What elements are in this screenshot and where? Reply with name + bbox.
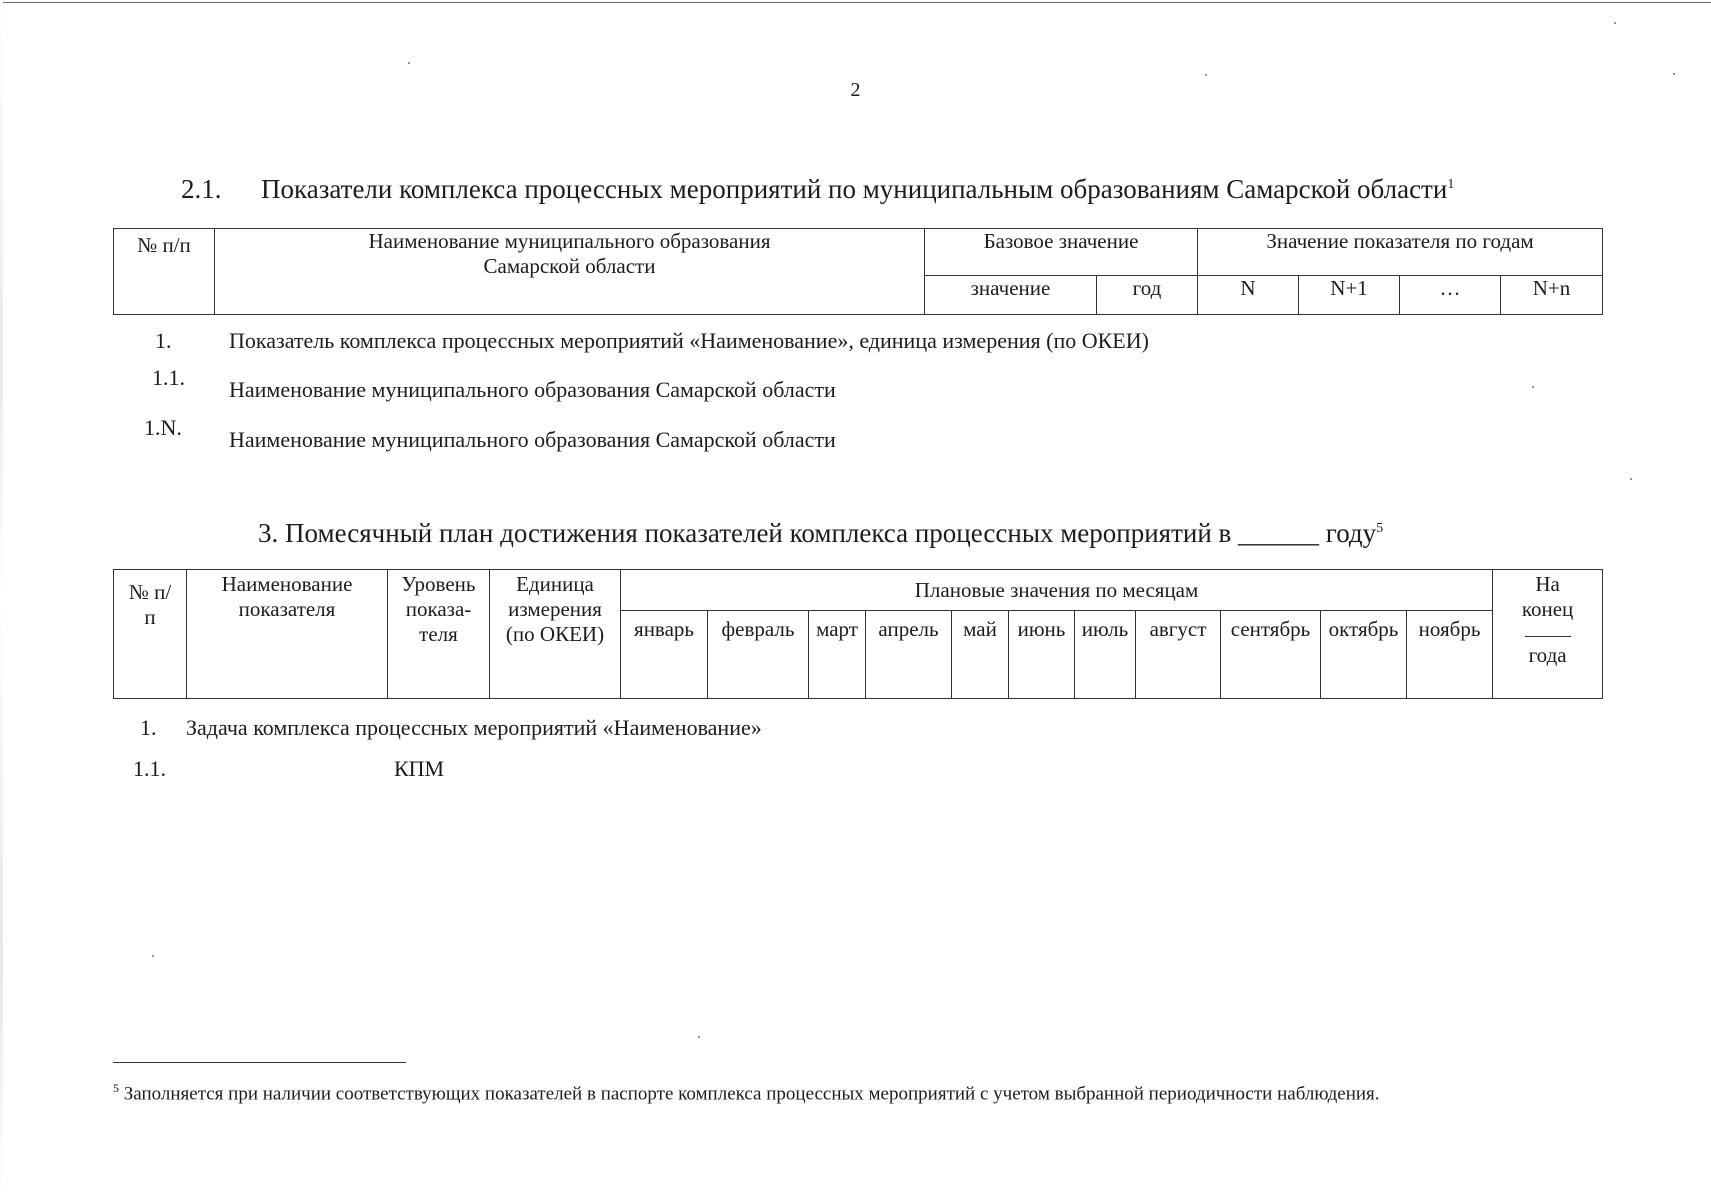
scan-speck — [1614, 22, 1616, 24]
footnote-ref-5: 5 — [1376, 521, 1384, 536]
scan-speck — [1205, 74, 1207, 76]
col-header-month-november: ноябрь — [1407, 611, 1493, 699]
scan-speck — [152, 955, 154, 957]
col-header-month-may: май — [952, 611, 1009, 699]
col-header-year: год — [1097, 276, 1198, 315]
col-header-month-february: февраль — [708, 611, 809, 699]
section-3-title: 3. Помесячный план достижения показателей комплекса процессных мероприятий в ______ году$^5$ — [258, 518, 1384, 548]
section-2-1-title-text: Показатели комплекса процессных мероприятий по муниципальным образованиям Самарской области — [261, 174, 1448, 204]
monthly-plan-table — [113, 569, 1603, 699]
col-header-month-january: январь — [621, 611, 708, 699]
col-header-base-value: Базовое значение — [925, 229, 1198, 276]
col-header-month-september: сентябрь — [1221, 611, 1321, 699]
scan-speck — [1673, 73, 1675, 75]
col-header-month-july: июль — [1075, 611, 1136, 699]
footnote-5: $^5$ Заполняется при наличии соответствующих показателей в паспорте комплекса процессных мероприятий с учетом выбранной периодичности наблюдения. — [113, 1081, 1380, 1105]
col-header-value: значение — [925, 276, 1097, 315]
page-number: 2 — [850, 79, 861, 101]
col-header-number: № п/п — [114, 229, 215, 315]
col-header-planned-by-month: Плановые значения по месяцам — [621, 570, 1493, 611]
col-header-values-by-year: Значение показателя по годам — [1198, 229, 1603, 276]
col-header-month-march: март — [809, 611, 866, 699]
col-header-end-of-year: На конец года — [1493, 570, 1603, 699]
col-header-indicator-name: Наименование показателя — [187, 570, 388, 699]
col-header-month-june: июнь — [1009, 611, 1075, 699]
col-header-month-april: апрель — [866, 611, 952, 699]
indicators-by-municipality-table — [113, 228, 1603, 315]
scan-speck — [1630, 478, 1632, 480]
footnote-ref-1: 1 — [1447, 177, 1455, 192]
col-header-unit: Единица измерения (по ОКЕИ) — [490, 570, 621, 699]
col-header-year-ellipsis: … — [1400, 276, 1501, 315]
section-2-1-number: 2.1. — [181, 174, 222, 204]
col-header-month-october: октябрь — [1321, 611, 1407, 699]
col-header-indicator-level: Уровень показа-теля — [388, 570, 490, 699]
scan-top-border — [0, 2, 1711, 3]
scan-speck — [1532, 386, 1534, 388]
scan-speck — [408, 62, 410, 64]
col-header-month-august: август — [1136, 611, 1221, 699]
blank-line — [1525, 622, 1571, 637]
col-header-year-n: N — [1198, 276, 1299, 315]
col-header-year-nn: N+n — [1501, 276, 1603, 315]
col-header-year-n1: N+1 — [1299, 276, 1400, 315]
section-2-1-title — [181, 174, 1454, 205]
scan-speck — [698, 1036, 700, 1038]
col-header-number: № п/п — [114, 570, 187, 699]
scan-left-edge — [0, 0, 3, 1200]
footnote-separator — [113, 1062, 406, 1063]
col-header-municipality: Наименование муниципального образования Самарской области — [215, 229, 925, 315]
